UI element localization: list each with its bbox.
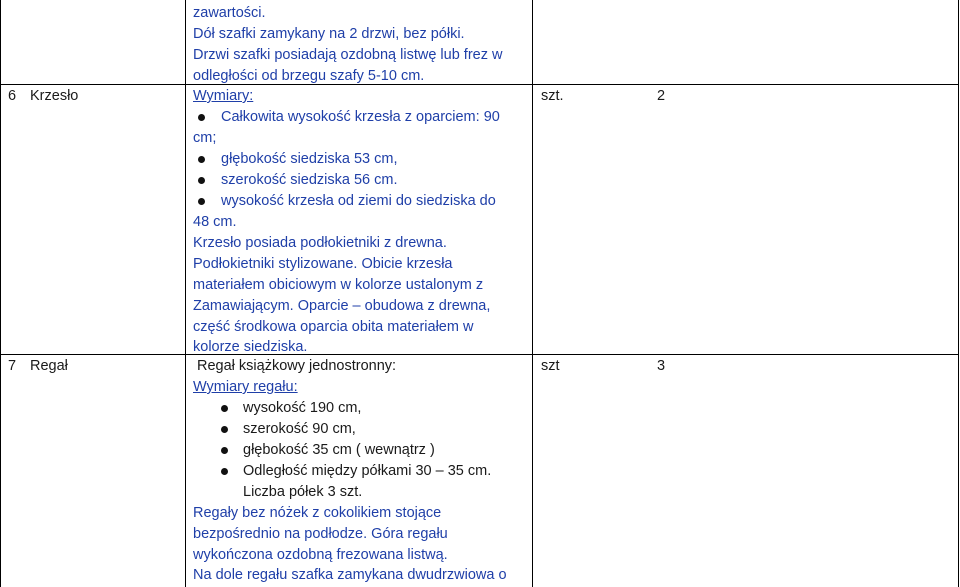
table-border-left (0, 0, 1, 587)
quantity: 3 (657, 358, 666, 374)
table-border-right (958, 0, 959, 587)
intro-text: Regał książkowy jednostronny: (197, 358, 397, 374)
text-line: Drzwi szafki posiadają ozdobną listwę lub frez w (193, 47, 503, 63)
unit: szt. (541, 88, 564, 104)
table-border-col3 (532, 0, 533, 587)
row-divider-5-6 (0, 84, 959, 85)
text-line: Dół szafki zamykany na 2 drzwi, bez półki. (193, 26, 465, 42)
text-line: Regały bez nóżek z cokolikiem stojące (193, 505, 442, 521)
bullet-text: głębokość 35 cm ( wewnątrz ) (243, 442, 435, 458)
row-divider-6-7 (0, 354, 959, 355)
text-line: wykończona ozdobną frezowana listwą. (193, 547, 448, 563)
text-line: Podłokietniki stylizowane. Obicie krzesła (193, 256, 453, 272)
bullet-text: szerokość siedziska 56 cm. (221, 172, 398, 188)
text-line: kolorze siedziska. (193, 339, 308, 355)
unit: szt (541, 358, 560, 374)
table-border-col2 (185, 0, 186, 587)
dimensions-heading: Wymiary: (193, 88, 254, 104)
bullet-text: wysokość krzesła od ziemi do siedziska do (221, 193, 496, 209)
row-number: 7 (8, 358, 17, 374)
text-line: część środkowa oparcia obita materiałem w (193, 319, 474, 335)
bullet-text: szerokość 90 cm, (243, 421, 356, 437)
bullet-icon (221, 426, 228, 433)
item-name: Regał (30, 358, 68, 374)
text-line: odległości od brzegu szafy 5-10 cm. (193, 68, 425, 84)
text-line: zawartości. (193, 5, 266, 21)
row-number: 6 (8, 88, 17, 104)
bullet-icon (198, 114, 205, 121)
quantity: 2 (657, 88, 666, 104)
bullet-text: Odległość między półkami 30 – 35 cm. (243, 463, 492, 479)
bullet-icon (198, 198, 205, 205)
bullet-icon (221, 447, 228, 454)
bullet-icon (221, 468, 228, 475)
bullet-icon (198, 156, 205, 163)
shelves-count: Liczba półek 3 szt. (243, 484, 363, 500)
bullet-icon (198, 177, 205, 184)
text-line: Krzesło posiada podłokietniki z drewna. (193, 235, 447, 251)
text-line: materiałem obiciowym w kolorze ustalonym z (193, 277, 484, 293)
text-line: Zamawiającym. Oparcie – obudowa z drewna, (193, 298, 491, 314)
dimensions-heading: Wymiary regału: (193, 379, 298, 395)
text-line: Na dole regału szafka zamykana dwudrzwiowa o (193, 567, 507, 583)
item-name: Krzesło (30, 88, 79, 104)
text-line: 48 cm. (193, 214, 237, 230)
text-line: cm; (193, 130, 217, 146)
bullet-text: wysokość 190 cm, (243, 400, 362, 416)
text-line: bezpośrednio na podłodze. Góra regału (193, 526, 448, 542)
bullet-text: głębokość siedziska 53 cm, (221, 151, 398, 167)
bullet-text: Całkowita wysokość krzesła z oparciem: 90 (221, 109, 500, 125)
bullet-icon (221, 405, 228, 412)
